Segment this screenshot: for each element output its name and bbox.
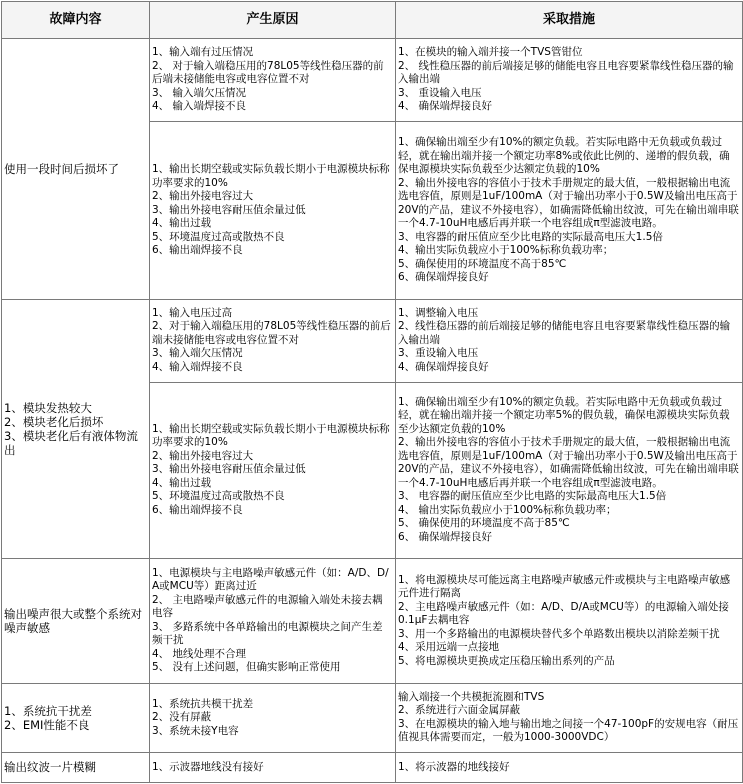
cause-cell: 1、输出长期空载或实际负载长期小于电源模块标称功率要求的10% 2、输出外接电容过大 3、输出外接电容耐压值余量过低 4、输出过载 5、环境温度过高或散热不良 6、输出端焊接不良 (150, 382, 396, 558)
table-row (2, 558, 743, 683)
cause-cell: 1、输入电压过高 2、对于输入端稳压用的78L05等线性稳压器的前后端未接储能电容或电容位置不对 3、输入端欠压情况 4、输入端焊接不良 (150, 299, 396, 382)
cause-cell: 1、输入端有过压情况 2、 对于输入端稳压用的78L05等线性稳压器的前后端未接储能电容或电容位置不对 3、 输入端欠压情况 4、 输入端焊接不良 (150, 39, 396, 122)
measure-cell: 1、调整输入电压 2、线性稳压器的前后端接足够的储能电容且电容要紧靠线性稳压器的输入输出端 3、重设输入电压 4、确保端焊接良好 (396, 299, 743, 382)
header-cause: 产生原因 (150, 2, 396, 39)
measure-cell: 输入端接一个共模扼流圈和TVS 2、系统进行六面金属屏蔽 3、在电源模块的输入地与输出地之间接一个47-100pF的安规电容（耐压值视具体需要而定，一般为1000-3000VDC） (396, 683, 743, 752)
measure-cell: 1、将电源模块尽可能远离主电路噪声敏感元件或模块与主电路噪声敏感元件进行隔离 2、主电路噪声敏感元件（如：A/D、D/A或MCU等）的电源输入端处接 0.1μF去耦电容 3、用一个多路输出的电源模块替代多个单路数出模块以消除差频干扰 4、采用远端一点接地 5、将电源模块更换成定压稳压输出系列的产品 (396, 558, 743, 683)
cause-cell: 1、系统抗共模干扰差 2、没有屏蔽 3、系统未接Y电容 (150, 683, 396, 752)
table-row (2, 752, 743, 782)
measure-cell: 1、将示波器的地线接好 (396, 752, 743, 782)
table-row (2, 299, 743, 382)
measure-cell: 1、确保输出端至少有10%的额定负载。若实际电路中无负载或负载过轻，就在输出端并接一个额定功率5%的假负载，确保电源模块实际负载至少达额定负载的10% 2、输出外接电容的容值小于技术手册规定的最大值，一般根据输出电流选电容值，原则是1uF/100mA（对于输出功率小于0.5W及输出电压高于20V的产品，建议不外接电容），如确需降低输出纹波，可先在输出端串联一个4.7-10uH电感后再并联一个电容组成π型滤波电路。 3、 电容器的耐压值应至少比电路的实际最高电压大1.5倍 4、 输出实际负载应小于100%标称负载功率； 5、 确保使用的环境温度不高于85℃ 6、 确保端焊接良好 (396, 382, 743, 558)
fault-cell: 输出噪声很大或整个系统对噪声敏感 (2, 558, 150, 683)
measure-cell: 1、确保输出端至少有10%的额定负载。若实际电路中无负载或负载过轻，就在输出端并接一个额定功率8%或依此比例的、递增的假负载，确保电源模块实际负载至少达额定负载的10% 2、输出外接电容的容值小于技术手册规定的最大值，一般根据输出电流选电容值，原则是1uF/100mA（对于输出功率小于0.5W及输出电压高于20V的产品，建议不外接电容），如确需降低输出纹波，可先在输出端串联一个4.7-10uH电感后再并联一个电容组成π型滤波电路。 3、电容器的耐压值应至少比电路的实际最高电压大1.5倍 4、输出实际负载应小于100%标称负载功率； 5、确保使用的环境温度不高于85℃ 6、确保端焊接良好 (396, 121, 743, 299)
cause-cell: 1、输出长期空载或实际负载长期小于电源模块标称功率要求的10% 2、输出外接电容过大 3、输出外接电容耐压值余量过低 4、输出过载 5、环境温度过高或散热不良 6、输出端焊接不良 (150, 121, 396, 299)
table-row (2, 39, 743, 122)
header-row (2, 2, 743, 39)
fault-cell: 1、模块发热较大 2、模块老化后损坏 3、模块老化后有液体物流出 (2, 299, 150, 558)
measure-cell: 1、在模块的输入端并接一个TVS管钳位 2、 线性稳压器的前后端接足够的储能电容且电容要紧靠线性稳压器的输入输出端 3、 重设输入电压 4、 确保端焊接良好 (396, 39, 743, 122)
cause-cell: 1、电源模块与主电路噪声敏感元件（如：A/D、D/A或MCU等）距离过近 2、 主电路噪声敏感元件的电源输入端处未接去耦电容 3、 多路系统中各单路输出的电源模块之间产生差频干扰 4、 地线处理不合理 5、 没有上述问题，但确实影响正常使用 (150, 558, 396, 683)
header-fault: 故障内容 (2, 2, 150, 39)
fault-cell: 1、系统抗干扰差 2、EMI性能不良 (2, 683, 150, 752)
header-measure: 采取措施 (396, 2, 743, 39)
fault-table (1, 1, 743, 783)
fault-cell: 输出纹波一片模糊 (2, 752, 150, 782)
fault-cell: 使用一段时间后损坏了 (2, 39, 150, 300)
cause-cell: 1、示波器地线没有接好 (150, 752, 396, 782)
table-row (2, 683, 743, 752)
